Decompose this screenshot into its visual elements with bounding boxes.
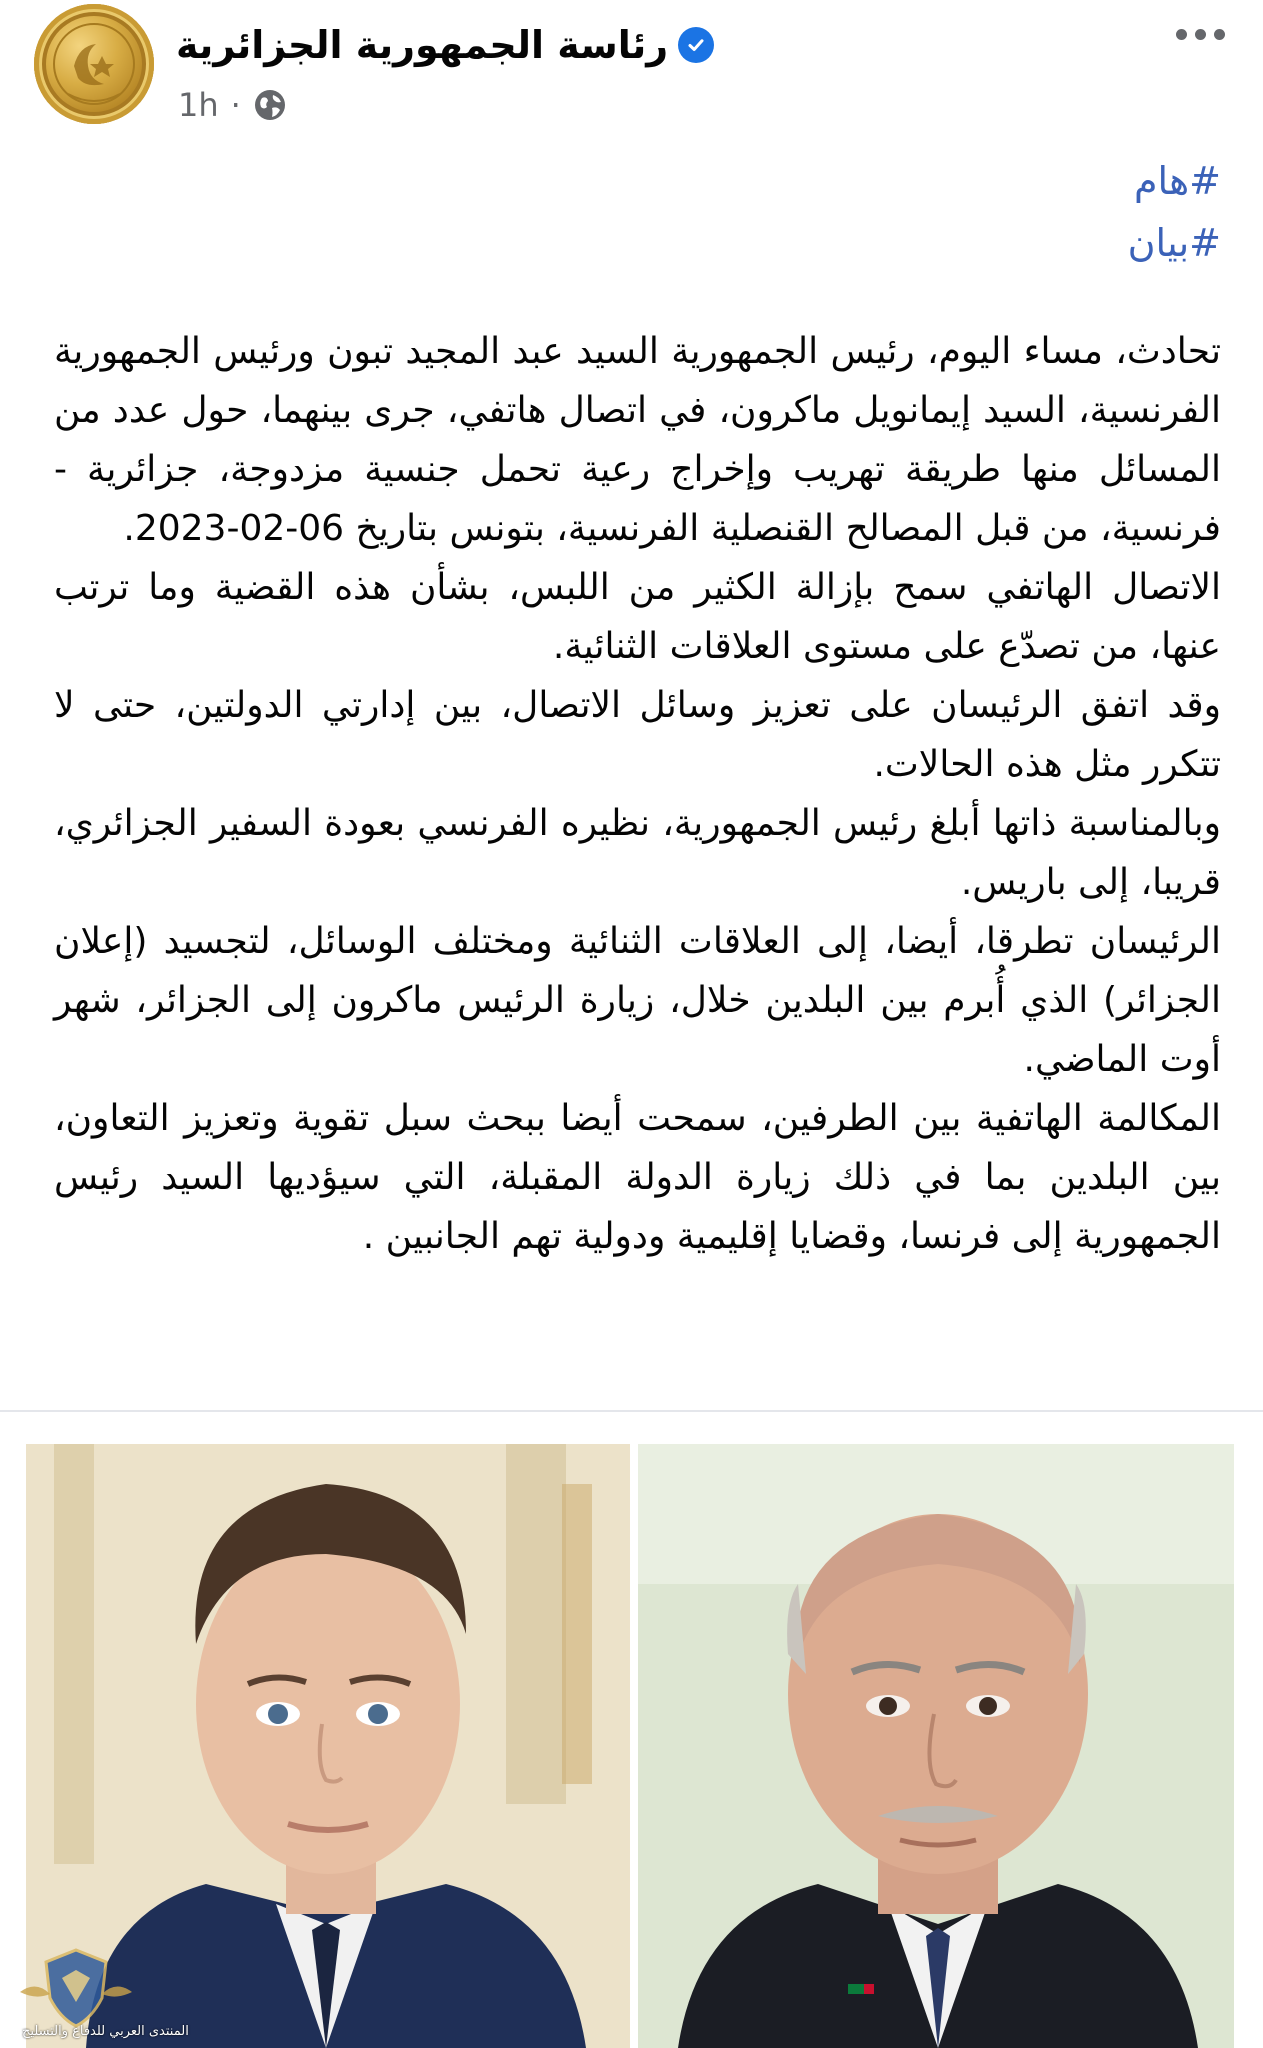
post-timestamp[interactable]: 1h <box>178 86 219 124</box>
post-paragraph: تحادث، مساء اليوم، رئيس الجمهورية السيد عبد المجيد تبون ورئيس الجمهورية الفرنسية، السيد إيمانويل ماكرون، في اتصال هاتفي، جرى بينهما، حول عدد من المسائل منها طريقة تهريب وإخراج رعية تحمل جنسية مزدوجة، جزائرية - فرنسية، من قبل المصالح القنصلية الفرنسية، بتونس بتاريخ 06-02-2023. <box>54 331 1221 549</box>
hashtag-list <box>54 150 1221 274</box>
post-paragraph: الاتصال الهاتفي سمح بإزالة الكثير من اللبس، بشأن هذه القضية وما ترتب عنها، من تصدّع على مستوى العلاقات الثنائية. <box>54 567 1221 667</box>
more-horizontal-icon-dot <box>1176 29 1187 40</box>
post-paragraph: المكالمة الهاتفية بين الطرفين، سمحت أيضا ببحث سبل تقوية وتعزيز التعاون، بين البلدين بما في ذلك زيارة الدولة المقبلة، التي سيؤديها السيد رئيس الجمهورية إلى فرنسا، وقضايا إقليمية ودولية تهم الجانبين . <box>54 1098 1221 1257</box>
watermark-text: المنتدى العربي للدفاع والتسليح <box>22 2024 189 2039</box>
post-meta <box>178 84 287 126</box>
media-divider <box>0 1410 1263 1412</box>
portrait-photo-right[interactable] <box>638 1444 1234 2048</box>
verified-badge-icon <box>678 27 714 63</box>
hashtag-link[interactable]: #هام <box>1134 159 1221 203</box>
post-paragraph: الرئيسان تطرقا، أيضا، إلى العلاقات الثنائية ومختلف الوسائل، لتجسيد (إعلان الجزائر) الذي أُبرم بين البلدين خلال، زيارة الرئيس ماكرون إلى الجزائر، شهر أوت الماضي. <box>54 921 1221 1080</box>
page-name[interactable]: رئاسة الجمهورية الجزائرية <box>176 23 669 67</box>
page-name-row <box>176 14 714 76</box>
post-paragraph: وبالمناسبة ذاتها أبلغ رئيس الجمهورية، نظيره الفرنسي بعودة السفير الجزائري، قريبا، إلى باريس. <box>54 803 1221 903</box>
meta-separator: · <box>230 86 241 124</box>
post-body <box>54 150 1221 1266</box>
more-options-button[interactable] <box>1165 14 1235 54</box>
hashtag-link[interactable]: #بيان <box>1127 221 1221 265</box>
globe-icon[interactable] <box>253 88 287 122</box>
seal-emblem-icon <box>34 4 154 124</box>
more-horizontal-icon-dot <box>1214 29 1225 40</box>
post-paragraph: وقد اتفق الرئيسان على تعزيز وسائل الاتصال، بين إدارتي الدولتين، حتى لا تتكرر مثل هذه الحالات. <box>54 685 1221 785</box>
portrait-illustration <box>638 1444 1234 2048</box>
more-horizontal-icon-dot <box>1195 29 1206 40</box>
post-header <box>0 0 1263 150</box>
page-avatar[interactable] <box>34 4 154 124</box>
